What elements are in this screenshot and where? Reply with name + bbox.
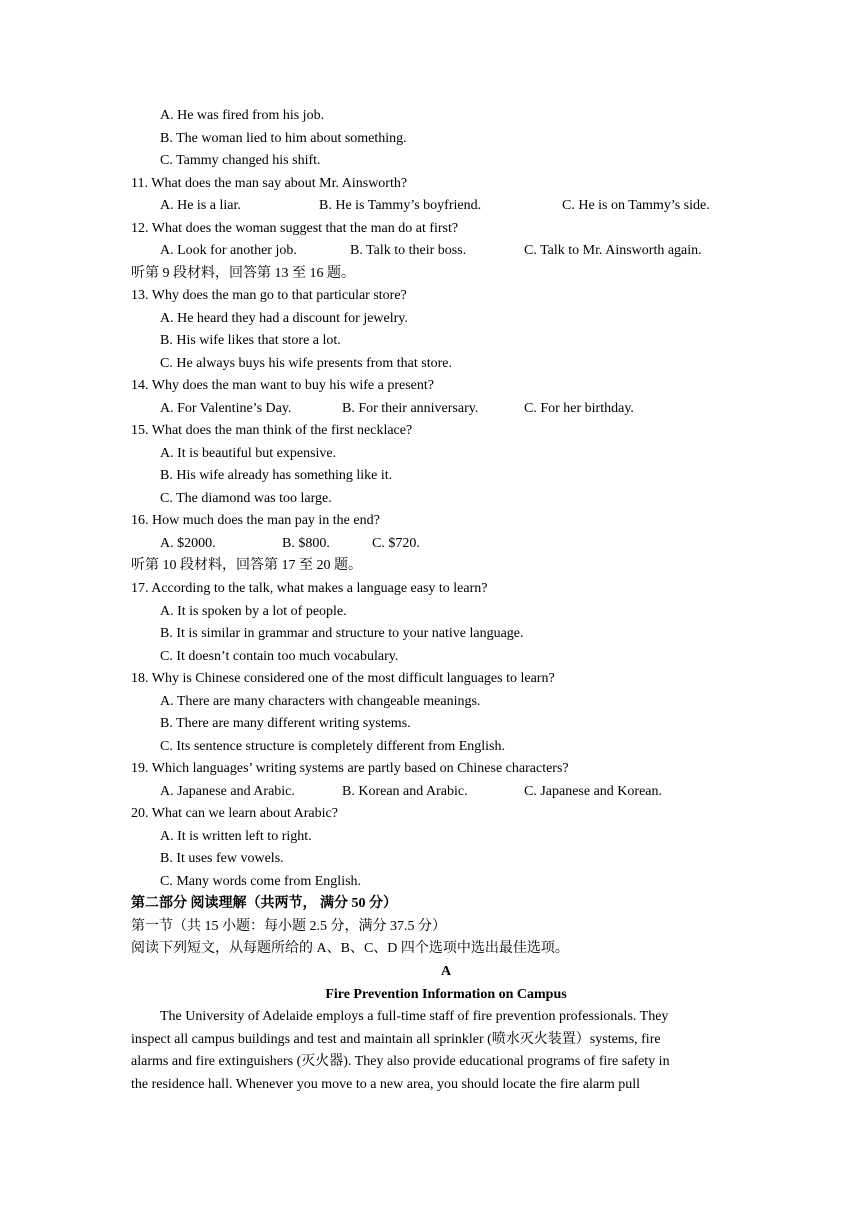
question-11: 11. What does the man say about Mr. Ainsworth?	[131, 176, 408, 191]
question-17: 17. According to the talk, what makes a language easy to learn?	[131, 581, 488, 596]
question-16: 16. How much does the man pay in the end?	[131, 513, 380, 528]
question-14: 14. Why does the man want to buy his wife a present?	[131, 378, 435, 393]
q13-option-b: B. His wife likes that store a lot.	[160, 333, 341, 348]
q15-option-c: C. The diamond was too large.	[160, 491, 332, 506]
question-19: 19. Which languages’ writing systems are partly based on Chinese characters?	[131, 761, 569, 776]
q16-option-a: A. $2000.	[160, 536, 216, 551]
passage-line-4: the residence hall. Whenever you move to a new area, you should locate the fire alarm pull	[131, 1077, 640, 1092]
q18-option-b: B. There are many different writing systems.	[160, 716, 411, 731]
q17-option-b: B. It is similar in grammar and structure to your native language.	[160, 626, 524, 641]
q10-option-b: B. The woman lied to him about something.	[160, 131, 407, 146]
q11-option-c: C. He is on Tammy’s side.	[562, 198, 710, 213]
q18-option-a: A. There are many characters with changeable meanings.	[160, 694, 481, 709]
q10-option-c: C. Tammy changed his shift.	[160, 153, 321, 168]
q15-option-a: A. It is beautiful but expensive.	[160, 446, 337, 461]
question-18: 18. Why is Chinese considered one of the most difficult languages to learn?	[131, 671, 555, 686]
q14-option-a: A. For Valentine’s Day.	[160, 401, 292, 416]
q20-option-a: A. It is written left to right.	[160, 829, 312, 844]
passage-line-2: inspect all campus buildings and test and maintain all sprinkler (喷水灭火装置）systems, fire	[131, 1032, 661, 1047]
section-10-instruction: 听第 10 段材料，回答第 17 至 20 题。	[131, 558, 362, 573]
q14-option-b: B. For their anniversary.	[342, 401, 479, 416]
question-13: 13. Why does the man go to that particular store?	[131, 288, 407, 303]
q11-option-b: B. He is Tammy’s boyfriend.	[319, 198, 482, 213]
q17-option-c: C. It doesn’t contain too much vocabulary.	[160, 649, 399, 664]
q19-option-c: C. Japanese and Korean.	[524, 784, 663, 799]
q14-option-c: C. For her birthday.	[524, 401, 634, 416]
q20-option-b: B. It uses few vowels.	[160, 851, 284, 866]
q12-option-c: C. Talk to Mr. Ainsworth again.	[524, 243, 702, 258]
q20-option-c: C. Many words come from English.	[160, 874, 362, 889]
q11-options	[160, 197, 760, 215]
q14-options	[160, 400, 760, 418]
q16-option-c: C. $720.	[372, 536, 420, 551]
q19-option-a: A. Japanese and Arabic.	[160, 784, 295, 799]
question-20: 20. What can we learn about Arabic?	[131, 806, 338, 821]
section-9-instruction: 听第 9 段材料，回答第 13 至 16 题。	[131, 266, 355, 281]
q12-option-a: A. Look for another job.	[160, 243, 297, 258]
q13-option-a: A. He heard they had a discount for jewelry.	[160, 311, 408, 326]
passage-line-3: alarms and fire extinguishers (灭火器). They also provide educational programs of fire safety in	[131, 1054, 670, 1069]
q16-option-b: B. $800.	[282, 536, 330, 551]
passage-letter: A	[440, 964, 452, 979]
q12-options	[160, 242, 760, 260]
q13-option-c: C. He always buys his wife presents from that store.	[160, 356, 452, 371]
q18-option-c: C. Its sentence structure is completely different from English.	[160, 739, 505, 754]
q19-options	[160, 783, 760, 801]
question-15: 15. What does the man think of the first necklace?	[131, 423, 413, 438]
passage-title: Fire Prevention Information on Campus	[325, 987, 567, 1002]
q19-option-b: B. Korean and Arabic.	[342, 784, 468, 799]
q12-option-b: B. Talk to their boss.	[350, 243, 467, 258]
q16-options	[160, 535, 760, 553]
q10-option-a: A. He was fired from his job.	[160, 108, 325, 123]
q15-option-b: B. His wife already has something like it.	[160, 468, 393, 483]
passage-line-1: The University of Adelaide employs a full-time staff of fire prevention professionals. They	[160, 1009, 669, 1024]
q11-option-a: A. He is a liar.	[160, 198, 241, 213]
q17-option-a: A. It is spoken by a lot of people.	[160, 604, 347, 619]
part-2-heading: 第二部分 阅读理解（共两节， 满分 50 分）	[131, 896, 397, 911]
section-1-heading: 第一节（共 15 小题：每小题 2.5 分，满分 37.5 分）	[131, 919, 446, 934]
question-12: 12. What does the woman suggest that the man do at first?	[131, 221, 459, 236]
reading-instruction: 阅读下列短文，从每题所给的 A、B、C、D 四个选项中选出最佳选项。	[131, 941, 569, 956]
